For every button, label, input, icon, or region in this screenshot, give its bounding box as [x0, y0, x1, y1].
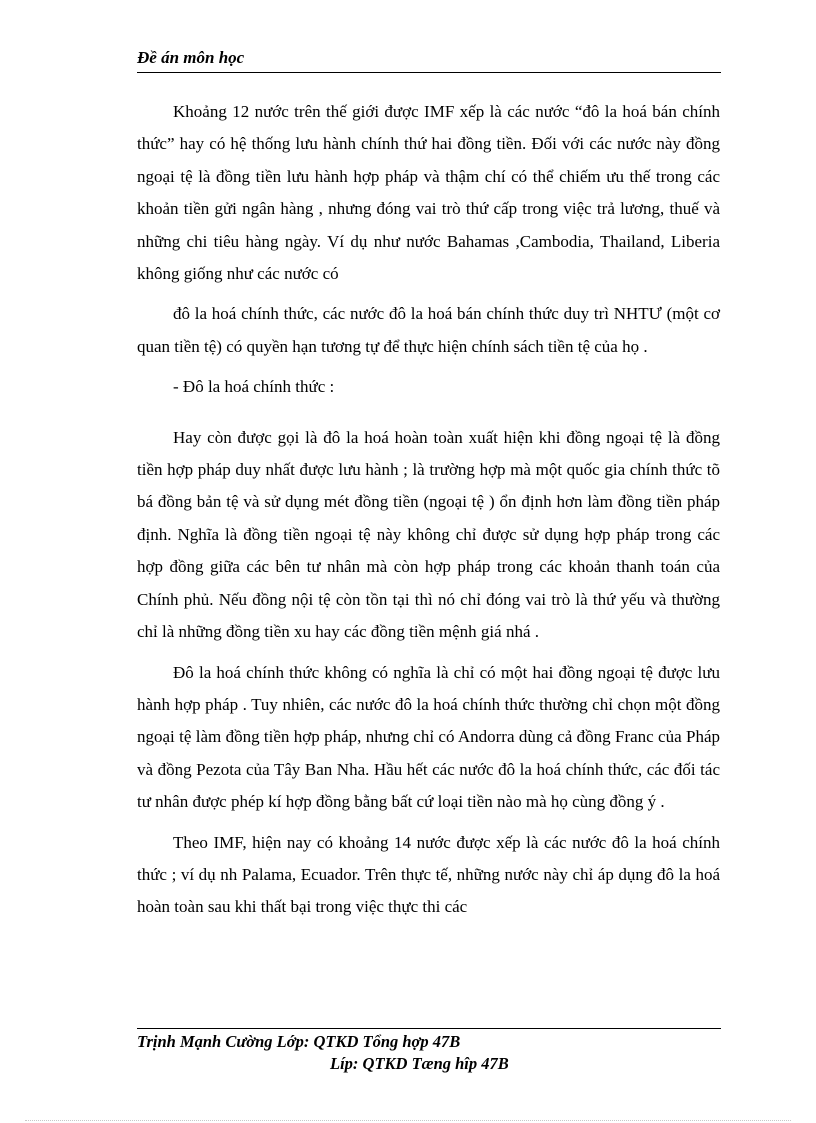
page-header-title: Đề án môn học — [137, 48, 245, 67]
paragraph: đô la hoá chính thức, các nước đô la hoá bán chính thức duy trì NHTƯ (một cơ quan tiền tệ) có quyền hạn tương tự để thực hiện chính sách tiền tệ của họ . — [137, 304, 720, 356]
footer-author-line: Trịnh Mạnh Cường Lớp: QTKD Tổng hợp 47B — [137, 1032, 461, 1051]
bullet-heading: - Đô la hoá chính thức : — [173, 377, 335, 397]
footer-divider — [137, 1028, 721, 1029]
paragraph: Hay còn được gọi là đô la hoá hoàn toàn xuất hiện khi đồng ngoại tệ là đồng tiền hợp pháp duy nhất được lưu hành ; là trường hợp mà một quốc gia chính thức tõ bá đồng bản tệ và sử dụng mét đồng tiền (ngoại tệ ) ổn định hơn làm đồng tiền pháp định. Nghĩa là đồng tiền ngoại tệ này không chỉ được sử dụng hợp pháp trong các hợp đồng giữa các bên tư nhân mà còn hợp pháp trong các khoản thanh toán của Chính phủ. Nếu đồng nội tệ còn tồn tại thì nó chỉ đóng vai trò là thứ yếu và thường chỉ là những đồng tiền xu hay các đồng tiền mệnh giá nhá . — [137, 427, 720, 642]
header-divider — [137, 72, 721, 73]
paragraph: Khoảng 12 nước trên thế giới được IMF xếp là các nước “đô la hoá bán chính thức” hay có hệ thống lưu hành chính thứ hai đồng tiền. Đối với các nước này đồng ngoại tệ là đồng tiền lưu hành hợp pháp và thậm chí có thể chiếm ưu thế trong các khoản tiền gửi ngân hàng , nhưng đóng vai trò thứ cấp trong việc trả lương, thuế và những chi tiêu hàng ngày. Ví dụ như nước Bahamas ,Cambodia, Thailand, Liberia không giống như các nước có — [137, 102, 720, 284]
page-bottom-dotted-border — [25, 1120, 791, 1121]
paragraph: Đô la hoá chính thức không có nghĩa là chỉ có một hai đồng ngoại tệ được lưu hành hợp pháp . Tuy nhiên, các nước đô la hoá chính thức thường chỉ chọn một đồng ngoại tệ làm đồng tiền hợp pháp, nhưng chỉ có Andorra dùng cả đồng Franc của Pháp và đồng Pezota của Tây Ban Nha. Hầu hết các nước đô la hoá chính thức, các đối tác tư nhân được phép kí hợp đồng bằng bất cứ loại tiền nào mà họ cùng đồng ý . — [137, 662, 720, 812]
paragraph: Theo IMF, hiện nay có khoảng 14 nước được xếp là các nước đô la hoá chính thức ; ví dụ nh Palama, Ecuador. Trên thực tế, những nước này chỉ áp dụng đô la hoá hoàn toàn sau khi thất bại trong việc thực thi các — [137, 832, 720, 917]
document-body — [137, 96, 720, 932]
footer-class-line: Líp: QTKD Tæng hîp 47B — [330, 1054, 509, 1073]
